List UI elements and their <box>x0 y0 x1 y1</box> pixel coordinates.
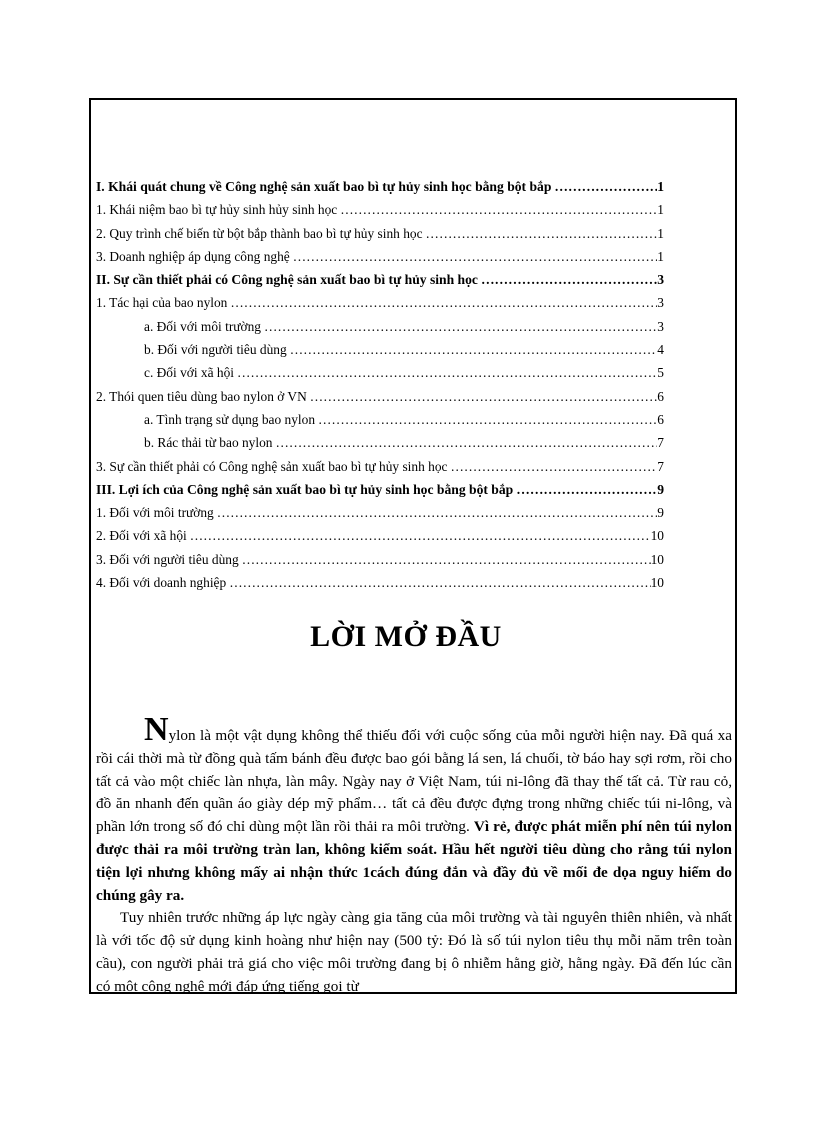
toc-entry <box>96 552 664 575</box>
toc-page-number: 10 <box>650 575 664 591</box>
toc-entry-title: c. Đối với xã hội <box>144 365 235 381</box>
toc-entry-title: 1. Tác hại của bao nylon <box>96 295 228 311</box>
toc-leader-dots <box>307 389 658 405</box>
toc-entry <box>96 435 664 458</box>
paragraph-1-text: ylon là một vật dụng không thể thiếu đối với cuộc sống của mỗi người hiện nay. Đã quá xa rồi cái thời mà từ đồng quà tấm bánh đều được bao gói bằng lá sen, lá chuối, tờ báo hay sợi rơm, rồi cho tất cả vào một chiếc làn nhựa, làn mây. Ngày nay ở Việt Nam, túi ni-lông đã thay thế tất cả. Từ rau cỏ, đồ ăn nhanh đến quần áo giày dép mỹ phẩm… tất cả đều được đựng trong những chiếc túi ni-lông, và phần lớn trong số đó chỉ dùng một lần rồi thải ra môi trường. <box>96 727 732 836</box>
toc-page-number: 6 <box>657 388 664 404</box>
toc-entry-title: b. Đối với người tiêu dùng <box>144 342 287 358</box>
section-title: LỜI MỞ ĐẦU <box>310 620 502 653</box>
toc-entry <box>96 482 664 505</box>
toc-entry <box>96 389 664 412</box>
toc-leader-dots <box>478 272 657 288</box>
toc-entry-title: 1. Đối với môi trường <box>96 505 214 521</box>
toc-entry <box>96 179 664 202</box>
toc-leader-dots <box>234 365 657 381</box>
toc-entry-title: III. Lợi ích của Công nghệ sản xuất bao bì tự hủy sinh học bằng bột bắp <box>96 481 514 497</box>
toc-entry-title: 3. Đối với người tiêu dùng <box>96 551 239 567</box>
toc-entry-title: 2. Đối với xã hội <box>96 528 187 544</box>
toc-page-number: 4 <box>657 342 664 358</box>
toc-entry <box>96 226 664 249</box>
toc-page-number: 5 <box>657 365 664 381</box>
toc-entry-title: b. Rác thải từ bao nylon <box>144 435 273 451</box>
toc-page-number: 1 <box>657 225 664 241</box>
toc-entry <box>96 505 664 528</box>
toc-entry <box>96 528 664 551</box>
toc-entry <box>96 272 664 295</box>
toc-leader-dots <box>290 249 658 265</box>
toc-entry <box>96 365 664 388</box>
toc-page-number: 1 <box>657 248 664 264</box>
toc-entry <box>96 342 664 365</box>
toc-entry <box>96 202 664 225</box>
toc-leader-dots <box>551 179 657 195</box>
toc-leader-dots <box>337 202 657 218</box>
toc-entry <box>96 459 664 482</box>
toc-page-number: 9 <box>657 505 664 521</box>
toc-page-number: 7 <box>657 458 664 474</box>
intro-paragraph-1 <box>96 711 732 907</box>
toc-page-number: 1 <box>657 179 664 194</box>
toc-entry-title: a. Đối với môi trường <box>144 318 262 334</box>
toc-entry <box>96 249 664 272</box>
table-of-contents <box>96 179 664 598</box>
toc-page-number: 3 <box>657 318 664 334</box>
toc-entry-title: 2. Thói quen tiêu dùng bao nylon ở VN <box>96 388 307 404</box>
toc-page-number: 10 <box>650 551 664 567</box>
toc-leader-dots <box>273 435 658 451</box>
toc-entry-title: 1. Khái niệm bao bì tự hủy sinh hủy sinh học <box>96 202 338 218</box>
toc-page-number: 3 <box>657 295 664 311</box>
toc-entry <box>96 319 664 342</box>
toc-leader-dots <box>227 295 657 311</box>
toc-leader-dots <box>287 342 658 358</box>
toc-entry <box>96 575 664 598</box>
toc-leader-dots <box>261 319 657 335</box>
toc-entry-title: I. Khái quát chung về Công nghệ sản xuất bao bì tự hủy sinh học bằng bột bắp <box>96 179 552 194</box>
intro-body <box>96 711 732 999</box>
toc-leader-dots <box>214 505 658 521</box>
drop-cap: N <box>144 711 169 748</box>
toc-entry <box>96 295 664 318</box>
toc-page-number: 9 <box>657 481 664 497</box>
toc-leader-dots <box>187 528 651 544</box>
toc-leader-dots <box>447 459 657 475</box>
toc-page-number: 7 <box>657 435 664 451</box>
toc-leader-dots <box>226 575 650 591</box>
toc-entry-title: II. Sự cần thiết phải có Công nghệ sản xuất bao bì tự hủy sinh học <box>96 272 478 288</box>
toc-page-number: 6 <box>657 411 664 427</box>
toc-entry-title: a. Tình trạng sử dụng bao nylon <box>144 411 316 427</box>
toc-entry-title: 3. Doanh nghiệp áp dụng công nghệ <box>96 248 290 264</box>
toc-leader-dots <box>513 482 657 498</box>
paragraph-1-bold-text: Vì rẻ, được phát miễn phí nên túi nylon được thải ra môi trường tràn lan, không kiểm soát. Hầu hết người tiêu dùng cho rằng túi nylon tiện lợi nhưng không mấy ai nhận thức 1cách đúng đắn và đầy đủ về mối đe dọa nguy hiểm do chúng gây ra. <box>96 818 732 904</box>
toc-entry <box>96 412 664 435</box>
toc-page-number: 3 <box>657 272 664 288</box>
toc-entry-title: 2. Quy trình chế biến từ bột bắp thành bao bì tự hủy sinh học <box>96 225 423 241</box>
toc-entry-title: 3. Sự cần thiết phải có Công nghệ sản xuất bao bì tự hủy sinh học <box>96 458 448 474</box>
intro-paragraph-2: Tuy nhiên trước những áp lực ngày càng gia tăng của môi trường và tài nguyên thiên nhiên, và nhất là với tốc độ sử dụng kinh hoàng như hiện nay (500 tỷ: Đó là số túi nylon tiêu thụ mỗi năm trên toàn cầu), con người phải trả giá cho việc môi trường đang bị ô nhiễm hằng giờ, hằng ngày. Đã đến lúc cần có một công nghệ mới đáp ứng tiếng gọi từ <box>96 909 732 995</box>
toc-leader-dots <box>315 412 657 428</box>
toc-leader-dots <box>239 552 651 568</box>
toc-entry-title: 4. Đối với doanh nghiệp <box>96 575 227 591</box>
toc-page-number: 1 <box>657 202 664 218</box>
toc-leader-dots <box>423 226 658 242</box>
toc-page-number: 10 <box>650 528 664 544</box>
